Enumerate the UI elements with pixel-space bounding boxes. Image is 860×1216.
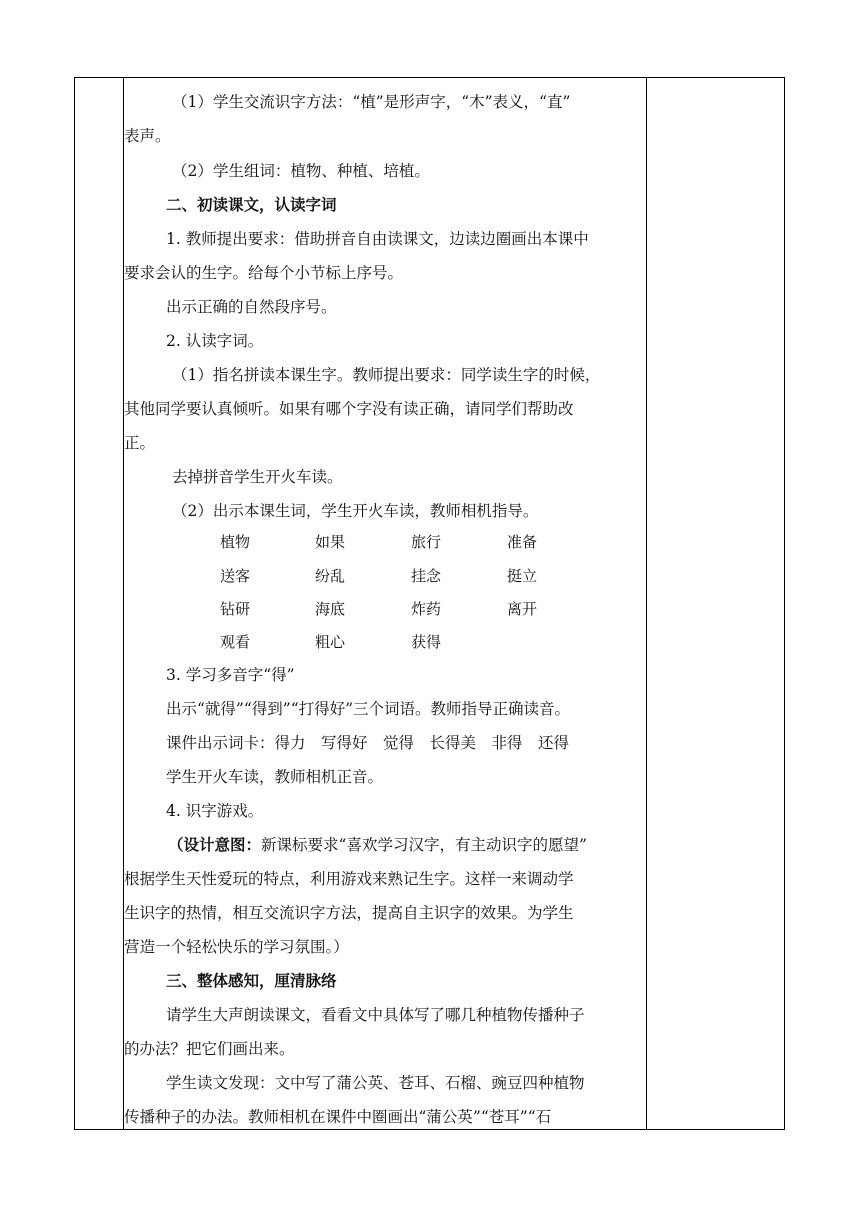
paragraph: 3. 学习多音字“得”	[166, 666, 295, 684]
paragraph: 出示正确的自然段序号。	[166, 298, 337, 316]
paragraph: 正。	[124, 434, 156, 452]
paragraph: 营造一个轻松快乐的学习氛围。）	[124, 938, 349, 956]
paragraph: （1）学生交流识字方法：“植”是形声字，“木”表义，“直”	[172, 93, 571, 111]
paragraph: （2）出示本课生词，学生开火车读，教师相机指导。	[172, 502, 539, 520]
vocab-word: 挂念	[411, 567, 442, 585]
paragraph: 表声。	[124, 127, 171, 145]
vocab-word: 炸药	[411, 600, 442, 618]
paragraph: 1. 教师提出要求：借助拼音自由读课文，边读边圈画出本课中	[166, 230, 589, 248]
paragraph: 学生开火车读，教师相机正音。	[166, 768, 384, 786]
vocab-word: 如果	[315, 533, 346, 551]
vocab-word: 植物	[220, 533, 251, 551]
paragraph: 其他同学要认真倾听。如果有哪个字没有读正确，请同学们帮助改	[124, 400, 574, 418]
design-intent-text: 新课标要求“喜欢学习汉字，有主动识字的愿望”	[261, 836, 587, 854]
section-heading: 三、整体感知，厘清脉络	[166, 971, 337, 990]
vocab-word: 准备	[507, 533, 538, 551]
vocab-word: 海底	[315, 600, 346, 618]
vocab-word: 观看	[220, 633, 251, 651]
paragraph: 生识字的热情，相互交流识字方法，提高自主识字的效果。为学生	[124, 904, 574, 922]
paragraph: 去掉拼音学生开火车读。	[172, 468, 343, 486]
vocab-word: 纷乱	[315, 567, 346, 585]
vocab-word: 挺立	[507, 567, 538, 585]
design-intent-label: 设计意图：	[183, 835, 262, 854]
lesson-content-cell	[124, 78, 646, 1129]
paragraph: 根据学生天性爱玩的特点，利用游戏来熟记生字。这样一来调动学	[124, 870, 574, 888]
paragraph: 课件出示词卡：得力 写得好 觉得 长得美 非得 还得	[166, 734, 570, 752]
vocab-word: 离开	[507, 600, 538, 618]
section-heading: 二、初读课文，认读字词	[166, 195, 337, 214]
vocab-word: 粗心	[315, 633, 346, 651]
vocab-word: 钻研	[220, 600, 251, 618]
paragraph: 出示“就得”“得到”“打得好”三个词语。教师指导正确读音。	[166, 700, 571, 718]
paragraph: 请学生大声朗读课文，看看文中具体写了哪几种植物传播种子	[166, 1006, 585, 1024]
paragraph: 2. 认读字词。	[166, 332, 264, 350]
paragraph: 4. 识字游戏。	[166, 802, 264, 820]
design-intent-line: （设计意图：新课标要求“喜欢学习汉字，有主动识字的愿望”	[168, 835, 587, 854]
vocab-word: 送客	[220, 567, 251, 585]
paragraph: （2）学生组词：植物、种植、培植。	[172, 162, 430, 180]
paragraph: 学生读文发现：文中写了蒲公英、苍耳、石榴、豌豆四种植物	[166, 1074, 585, 1092]
vocab-word: 旅行	[411, 533, 442, 551]
paragraph: 要求会认的生字。给每个小节标上序号。	[124, 264, 404, 282]
paragraph: （1）指名拼读本课生字。教师提出要求：同学读生字的时候，	[172, 366, 601, 384]
paragraph: 传播种子的办法。教师相机在课件中圈画出“蒲公英”“苍耳”“石	[124, 1108, 552, 1126]
paragraph: 的办法？把它们画出来。	[124, 1040, 295, 1058]
lesson-table	[74, 77, 785, 1130]
vocab-word: 获得	[411, 633, 442, 651]
